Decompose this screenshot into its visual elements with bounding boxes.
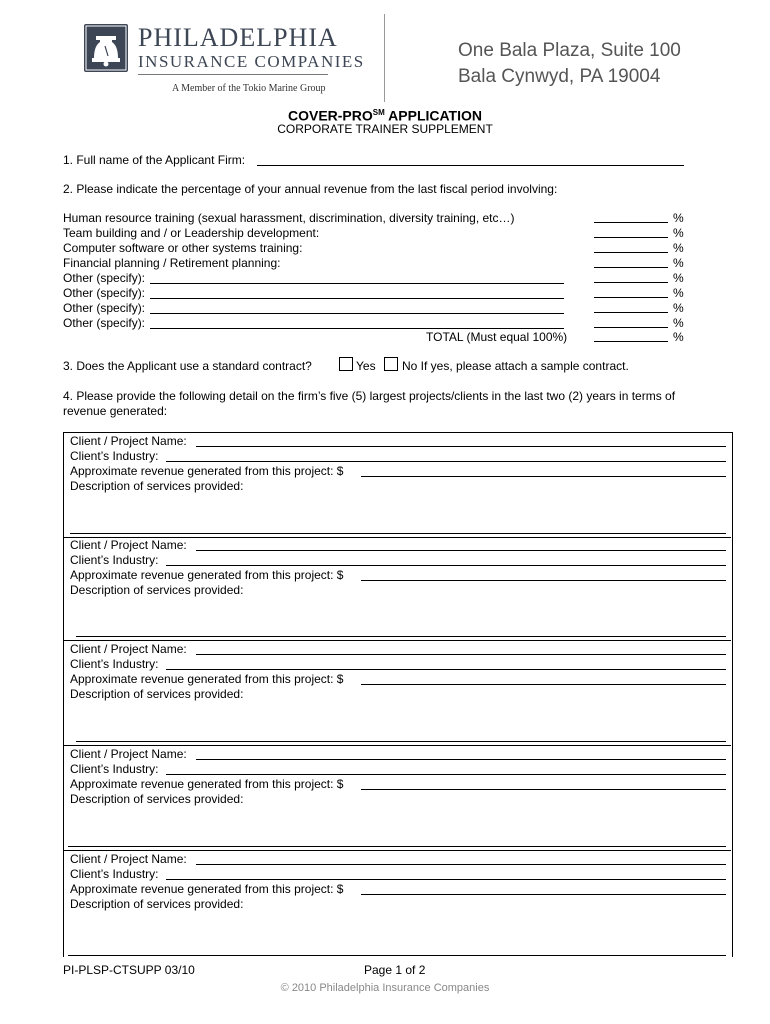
approx-revenue-label: Approximate revenue generated from this project: $ [70,464,344,478]
standard-contract-no-checkbox[interactable] [384,357,398,371]
client-industry-label: Client’s Industry: [70,553,159,567]
question-4-label: 4. Please provide the following detail on the firm’s five (5) largest projects/clients in the last two (2) years in terms of [63,389,676,403]
project-5-name-field[interactable] [196,864,726,865]
client-project-name-label: Client / Project Name: [70,538,187,552]
other-specify-field[interactable] [150,328,564,329]
project-4-revenue-field[interactable] [361,789,726,790]
percent-field-hr-training[interactable] [594,222,668,223]
company-tagline: A Member of the Tokio Marine Group [172,83,326,94]
project-2-description-field[interactable] [76,636,726,637]
question-2-label: 2. Please indicate the percentage of your annual revenue from the last fiscal period involving: [63,182,558,196]
address-line-1: One Bala Plaza, Suite 100 [458,40,681,61]
percent-sign: % [673,286,684,300]
client-industry-label: Client’s Industry: [70,657,159,671]
other-specify-field[interactable] [150,283,564,284]
project-divider [63,850,731,851]
description-label: Description of services provided: [70,687,244,701]
project-5-description-field[interactable] [68,955,726,956]
description-label: Description of services provided: [70,583,244,597]
project-3-industry-field[interactable] [166,669,726,670]
percent-field-total[interactable] [594,341,668,342]
other-specify-field[interactable] [150,313,564,314]
project-4-name-field[interactable] [196,759,726,760]
form-title-main: COVER-PRO [287,107,373,124]
project-4-industry-field[interactable] [166,774,726,775]
description-label: Description of services provided: [70,479,244,493]
revenue-row-label: Human resource training (sexual harassment, discrimination, diversity training, etc…) [63,211,515,225]
company-name: PHILADELPHIA [138,23,338,52]
percent-field-other[interactable] [594,312,668,313]
percent-field-other[interactable] [594,282,668,283]
project-2-revenue-field[interactable] [361,580,726,581]
project-divider [63,745,731,746]
project-2-industry-field[interactable] [166,565,726,566]
form-title-rest: APPLICATION [384,107,483,124]
project-1-name-field[interactable] [196,446,726,447]
approx-revenue-label: Approximate revenue generated from this project: $ [70,568,344,582]
percent-sign: % [673,241,684,255]
client-industry-label: Client’s Industry: [70,762,159,776]
percent-sign: % [673,301,684,315]
client-project-name-label: Client / Project Name: [70,434,187,448]
logo-divider [138,74,328,75]
percent-sign: % [673,271,684,285]
question-3-label: 3. Does the Applicant use a standard contract? [63,359,312,373]
address-line-2: Bala Cynwyd, PA 19004 [458,66,661,87]
copyright: © 2010 Philadelphia Insurance Companies [280,982,490,994]
approx-revenue-label: Approximate revenue generated from this project: $ [70,672,344,686]
revenue-row-label: Other (specify): [63,271,146,285]
standard-contract-yes-checkbox[interactable] [339,357,353,371]
no-label: No If yes, please attach a sample contract. [402,359,629,373]
project-3-revenue-field[interactable] [361,684,726,685]
form-subtitle: CORPORATE TRAINER SUPPLEMENT [277,122,493,136]
percent-field-computer-training[interactable] [594,252,668,253]
approx-revenue-label: Approximate revenue generated from this project: $ [70,777,344,791]
client-project-name-label: Client / Project Name: [70,852,187,866]
project-divider [63,640,731,641]
description-label: Description of services provided: [70,897,244,911]
percent-sign: % [673,226,684,240]
percent-field-financial-planning[interactable] [594,267,668,268]
question-1-label: 1. Full name of the Applicant Firm: [63,153,246,167]
project-5-industry-field[interactable] [166,879,726,880]
client-project-name-label: Client / Project Name: [70,642,187,656]
page-number: Page 1 of 2 [364,963,426,977]
project-1-industry-field[interactable] [166,461,726,462]
project-1-description-field[interactable] [70,533,726,534]
description-label: Description of services provided: [70,792,244,806]
bell-logo-icon [84,24,128,72]
project-4-description-field[interactable] [68,846,726,847]
header-divider [384,14,385,102]
applicant-firm-name-field[interactable] [257,165,684,166]
revenue-row-label: Computer software or other systems training: [63,241,303,255]
project-1-revenue-field[interactable] [361,476,726,477]
total-label: TOTAL (Must equal 100%) [426,330,568,344]
company-name-subtitle: INSURANCE COMPANIES [138,52,365,71]
form-title [0,105,770,124]
project-3-description-field[interactable] [76,741,726,742]
revenue-row-label: Financial planning / Retirement planning: [63,256,281,270]
question-4-label-cont: revenue generated: [63,404,168,418]
client-industry-label: Client’s Industry: [70,867,159,881]
other-specify-field[interactable] [150,298,564,299]
form-code: PI-PLSP-CTSUPP 03/10 [63,963,195,977]
revenue-row-label: Other (specify): [63,286,146,300]
approx-revenue-label: Approximate revenue generated from this project: $ [70,882,344,896]
project-5-revenue-field[interactable] [361,894,726,895]
revenue-row-label: Team building and / or Leadership development: [63,226,320,240]
revenue-row-label: Other (specify): [63,316,146,330]
percent-sign: % [673,256,684,270]
percent-field-other[interactable] [594,327,668,328]
yes-label: Yes [356,359,376,373]
revenue-row-label: Other (specify): [63,301,146,315]
client-project-name-label: Client / Project Name: [70,747,187,761]
percent-sign: % [673,330,684,344]
project-2-name-field[interactable] [196,550,726,551]
percent-field-other[interactable] [594,297,668,298]
client-industry-label: Client’s Industry: [70,449,159,463]
percent-field-team-building[interactable] [594,237,668,238]
form-title-superscript: SM [372,108,385,117]
percent-sign: % [673,211,684,225]
percent-sign: % [673,316,684,330]
project-3-name-field[interactable] [196,654,726,655]
